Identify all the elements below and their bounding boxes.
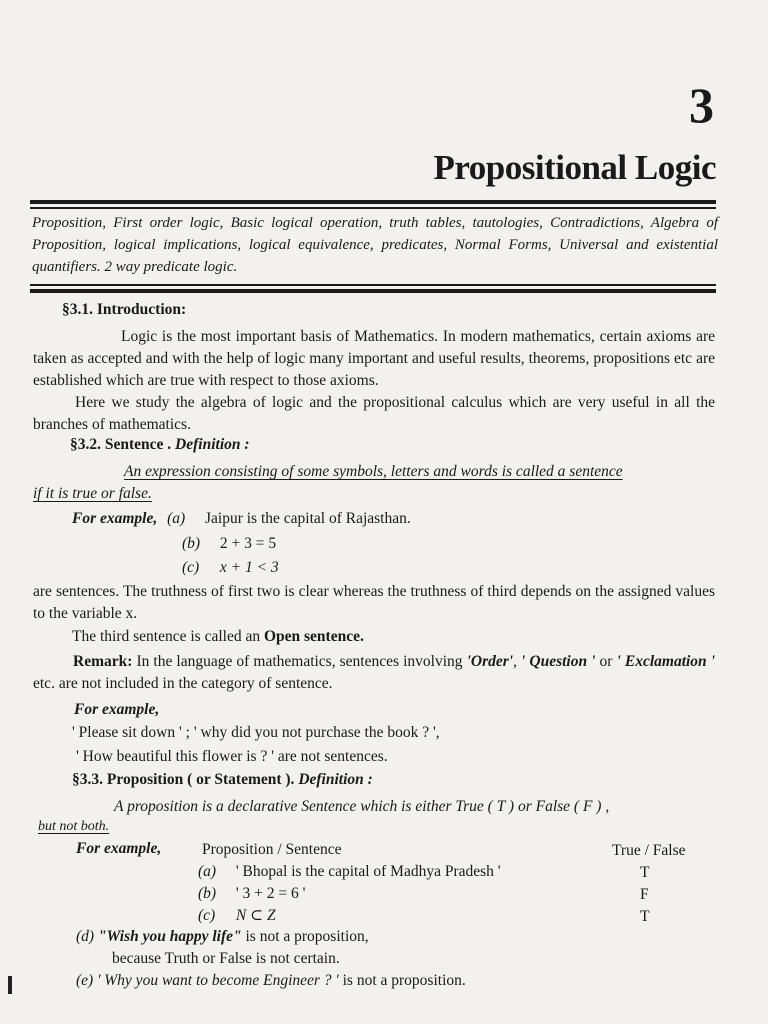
- proposition-item-d: [76, 926, 369, 948]
- item-d-line-2: because Truth or False is not certain.: [112, 950, 340, 967]
- row-c-truth-value: T: [640, 908, 650, 925]
- open-sentence-line: [72, 626, 364, 648]
- item-e-label: (e): [76, 972, 94, 989]
- section-heading-introduction: §3.1. Introduction:: [62, 301, 187, 318]
- proposition-heading-text: §3.3. Proposition ( or Statement ).: [72, 771, 295, 788]
- header-rule-bottom: [30, 289, 716, 293]
- proposition-row-a: [198, 861, 501, 883]
- proposition-item-e: [76, 970, 466, 992]
- example-b-text: 2 + 3 = 5: [219, 535, 277, 552]
- sentence-example-b: [182, 533, 276, 555]
- section-heading-sentence: [70, 436, 250, 454]
- example2-line-2: ' How beautiful this flower is ? ' are not sentences.: [76, 748, 388, 765]
- row-b-text: ' 3 + 2 = 6 ': [235, 885, 306, 902]
- example-a-label: (a): [167, 510, 186, 527]
- remark-exclamation: ' Exclamation ': [616, 653, 716, 670]
- chapter-number: 3: [689, 77, 714, 133]
- example-c-label: (c): [182, 559, 200, 576]
- intro-paragraph-2: Here we study the algebra of logic and the propositional calculus which are very useful in all the branches of mathematics.: [33, 394, 715, 433]
- sentence-explanation: are sentences. The truthness of first two is clear whereas the truthness of third depends on the assigned values to the variable x.: [33, 583, 715, 622]
- sentence-example-a: [72, 508, 411, 530]
- sentence-example-c: [182, 557, 279, 579]
- chapter-title: Propositional Logic: [433, 148, 716, 187]
- header-rule-top: [30, 200, 716, 204]
- header-rule-top-thin: [30, 207, 716, 209]
- chapter-topics: Proposition, First order logic, Basic logical operation, truth tables, tautologies, Contradictions, Algebra of Proposition, logical implications, logical equivalence, predicates, Normal Forms, Universal and existential quantifiers. 2 way predicate logic.: [32, 215, 718, 275]
- row-c-label: (c): [198, 907, 216, 924]
- sentence-definition-line-2: if it is true or false.: [33, 485, 152, 502]
- example-c-text: x + 1 < 3: [219, 559, 279, 576]
- open-sentence-prefix: The third sentence is called an: [72, 628, 261, 645]
- proposition-row-c: [198, 905, 276, 927]
- remark-or: or: [599, 653, 613, 670]
- remark-text: In the language of mathematics, sentences involving: [136, 653, 463, 670]
- remark-order: 'Order': [466, 653, 514, 670]
- example-b-label: (b): [182, 535, 201, 552]
- sentence-heading-text: §3.2. Sentence .: [70, 436, 172, 453]
- proposition-heading-definition: Definition :: [298, 771, 373, 788]
- proposition-example-label: For example,: [76, 840, 162, 857]
- sentence-definition-line-1: An expression consisting of some symbols, letters and words is called a sentence: [124, 463, 623, 480]
- proposition-row-b: [198, 883, 305, 905]
- item-e-rest: is not a proposition.: [342, 972, 466, 989]
- intro-paragraph-1: Logic is the most important basis of Mathematics. In modern mathematics, certain axioms are taken as accepted and with the help of logic many important and useful results, theorems, propositions etc are established which are true with respect to those axioms.: [33, 328, 715, 389]
- row-b-label: (b): [198, 885, 217, 902]
- row-a-text: ' Bhopal is the capital of Madhya Pradesh ': [235, 863, 501, 880]
- example2-label: For example,: [74, 701, 160, 718]
- item-e-italic: ' Why you want to become Engineer ? ': [97, 972, 339, 989]
- item-d-label: (d): [76, 928, 95, 945]
- margin-mark: [8, 976, 12, 994]
- column-header-true-false: True / False: [612, 842, 686, 859]
- column-header-sentence: Proposition / Sentence: [202, 841, 342, 858]
- row-a-truth-value: T: [640, 864, 650, 881]
- item-d-rest: is not a proposition,: [245, 928, 369, 945]
- example-a-text: Jaipur is the capital of Rajasthan.: [205, 510, 411, 527]
- header-rule-bottom-thin: [30, 284, 716, 286]
- proposition-definition-line-2: but not both.: [38, 819, 110, 834]
- row-b-truth-value: F: [640, 886, 649, 903]
- sentence-example-label: For example,: [72, 510, 158, 527]
- item-d-italic: "Wish you happy life": [97, 928, 242, 945]
- sentence-heading-definition: Definition :: [175, 436, 250, 453]
- remark-paragraph: Remark: In the language of mathematics, sentences involving 'Order', ' Question ' or ' Exclamation ' etc. are not included in the category of sentence.: [33, 653, 716, 692]
- open-sentence-term: Open sentence.: [263, 628, 364, 645]
- section-heading-proposition: [72, 771, 373, 789]
- remark-rest: etc. are not included in the category of sentence.: [33, 675, 333, 692]
- proposition-definition-line-1: A proposition is a declarative Sentence which is either True ( T ) or False ( F ) ,: [114, 798, 610, 815]
- remark-label: Remark:: [73, 653, 133, 670]
- row-a-label: (a): [198, 863, 217, 880]
- remark-question: ' Question ': [521, 653, 596, 670]
- example2-line-1: ' Please sit down ' ; ' why did you not purchase the book ? ',: [72, 724, 440, 741]
- row-c-text: N ⊂ Z: [235, 907, 276, 924]
